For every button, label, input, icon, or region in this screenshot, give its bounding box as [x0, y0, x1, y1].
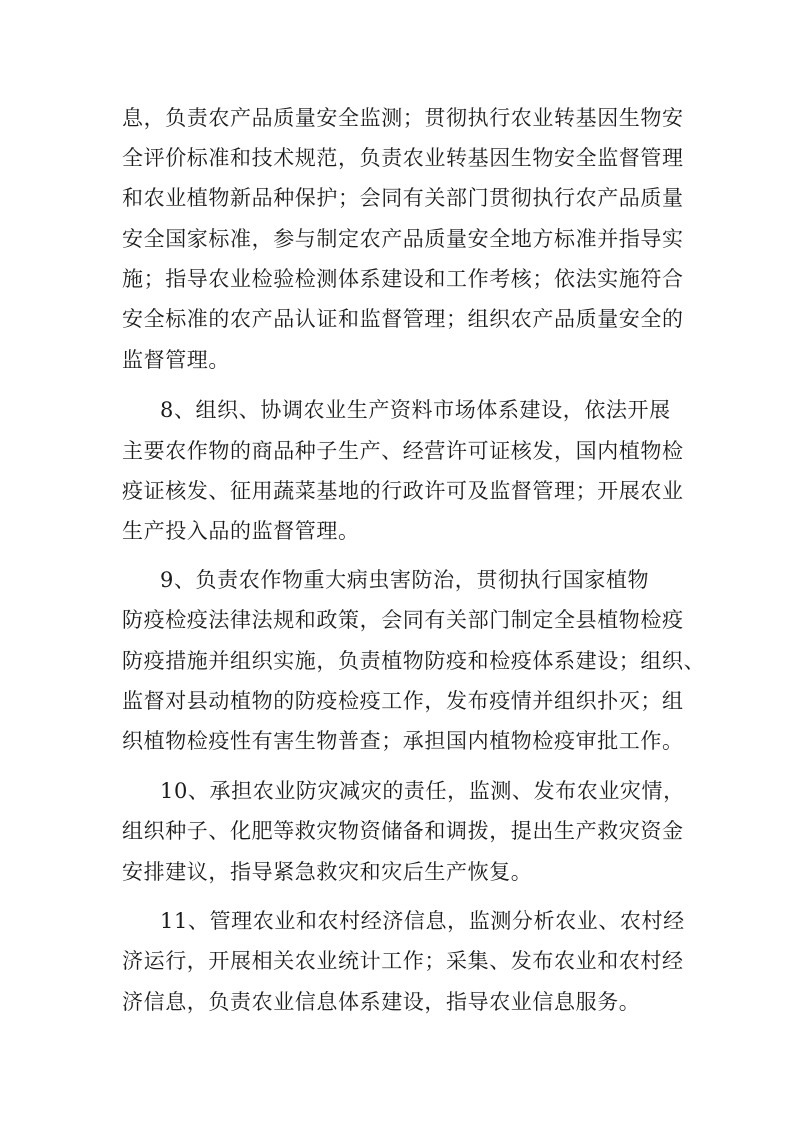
text-line: 监督管理。 — [122, 348, 230, 372]
paragraph-10-first-line: 10、承担农业防灾减灾的责任，监测、发布农业灾情， — [160, 779, 685, 803]
paragraph-9-first-line: 9、负责农作物重大病虫害防治，贯彻执行国家植物 — [160, 568, 650, 592]
text-line: 济运行，开展相关农业统计工作；采集、发布农业和农村经 — [122, 949, 684, 973]
text-line: 组织种子、化肥等救灾物资储备和调拨，提出生产救灾资金 — [122, 819, 684, 843]
text-line: 监督对县动植物的防疫检疫工作，发布疫情并组织扑灭；组 — [122, 689, 684, 713]
paragraph-11-first-line: 11、管理农业和农村经济信息，监测分析农业、农村经 — [160, 909, 685, 933]
text-line: 息，负责农产品质量安全监测；贯彻执行农业转基因生物安 — [122, 106, 684, 130]
text-line: 防疫措施并组织实施，负责植物防疫和检疫体系建设；组织、 — [122, 649, 706, 673]
text-line: 安排建议，指导紧急救灾和灾后生产恢复。 — [122, 860, 533, 884]
text-line: 济信息，负责农业信息体系建设，指导农业信息服务。 — [122, 990, 641, 1014]
text-line: 织植物检疫性有害生物普查；承担国内植物检疫审批工作。 — [122, 729, 684, 753]
text-line: 施；指导农业检验检测体系建设和工作考核；依法实施符合 — [122, 267, 684, 291]
text-line: 主要农作物的商品种子生产、经营许可证核发，国内植物检 — [122, 439, 684, 463]
text-line: 安全国家标准，参与制定农产品质量安全地方标准并指导实 — [122, 227, 684, 251]
text-line: 生产投入品的监督管理。 — [122, 519, 360, 543]
text-line: 全评价标准和技术规范，负责农业转基因生物安全监督管理 — [122, 146, 684, 170]
text-line: 防疫检疫法律法规和政策，会同有关部门制定全县植物检疫 — [122, 608, 684, 632]
text-line: 安全标准的农产品认证和监督管理；组织农产品质量安全的 — [122, 307, 684, 331]
text-line: 和农业植物新品种保护；会同有关部门贯彻执行农产品质量 — [122, 186, 684, 210]
text-line: 疫证核发、征用蔬菜基地的行政许可及监督管理；开展农业 — [122, 479, 684, 503]
paragraph-8-first-line: 8、组织、协调农业生产资料市场体系建设，依法开展 — [160, 398, 671, 422]
